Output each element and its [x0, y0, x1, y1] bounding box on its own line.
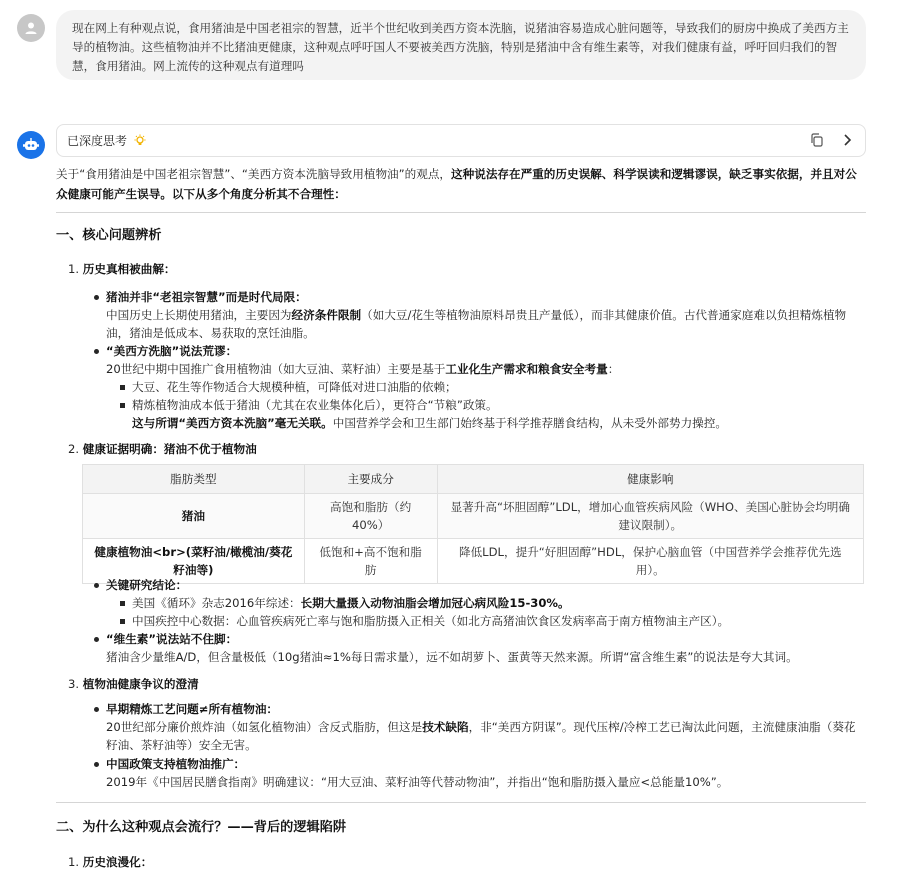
lightbulb-icon — [133, 134, 147, 148]
sub-bullet-text: 大豆、花生等作物适合大规模种植，可降低对进口油脂的依赖； — [132, 380, 457, 394]
sub-bullet-text: 美国《循环》杂志2016年综述： — [132, 596, 301, 610]
list-number: 2. — [68, 442, 80, 456]
bullet-title: “维生素”说法站不住脚： — [106, 632, 238, 646]
user-avatar — [17, 14, 45, 42]
robot-icon — [22, 136, 40, 154]
bullet-text-part: 中国历史上长期使用猪油，主要因为 — [106, 308, 292, 322]
intro-bold-text: 这种说法存在严重的历史误解、科学误读和逻辑谬误，缺乏事实依据，并且对公众健康可能产生误导。以下从多个角度分析其不合理性： — [56, 167, 857, 201]
sub-bullet-item — [120, 594, 866, 612]
bullet-text-part: 20世纪中期中国推广食用植物油（如大豆油、菜籽油）主要是基于 — [106, 362, 446, 376]
list-item-title: 历史浪漫化： — [82, 855, 153, 869]
bullet-item — [94, 576, 866, 594]
list-item — [68, 853, 866, 871]
bullet-text-part: （如大豆/花生等植物油原料昂贵且产量低），而非其健康价值。古代普通家庭难以负担精炼植物油，猪油是低成本、易获取的烹饪油脂。 — [106, 308, 847, 340]
sub-bullet-item — [120, 612, 866, 630]
sub-bullet-item — [120, 378, 866, 396]
list-item-title: 健康证据明确：猪油不优于植物油 — [82, 442, 257, 456]
bullet-item — [94, 755, 866, 773]
user-message-bubble — [56, 10, 866, 80]
list-number: 3. — [68, 677, 80, 691]
bullet-item — [94, 342, 866, 360]
list-number: 1. — [68, 262, 80, 276]
section-2-title: 二、为什么这种观点会流行？——背后的逻辑陷阱 — [56, 820, 347, 835]
bullet-text — [106, 648, 866, 666]
chevron-right-icon[interactable] — [839, 132, 855, 151]
user-question-text: 现在网上有种观点说，食用猪油是中国老祖宗的智慧，近半个世纪收到美西方资本洗脑，说猪油容易造成心脏问题等，导致我们的厨房中换成了美西方主导的植物油。这些植物油并不比猪油更健康，这种观点呼吁国人不要被美西方洗脑，特别是猪油中含有维生素等，对我们健康有益，呼吁回归我们的智慧，食用猪油。网上流传的这种观点有道理吗 — [72, 21, 849, 73]
bullet-text — [106, 718, 866, 754]
table-cell: 猪油 — [83, 494, 305, 539]
copy-icon[interactable] — [809, 132, 825, 151]
fat-comparison-table — [82, 464, 864, 584]
bullet-title: 早期精炼工艺问题≠所有植物油： — [106, 702, 279, 716]
conclusion-text: 中国营养学会和卫生部门始终基于科学推荐膳食结构，从未受外部势力操控。 — [332, 416, 727, 430]
intro-text: 关于“食用猪油是中国老祖宗智慧”、“美西方资本洗脑导致用植物油”的观点， — [56, 167, 452, 181]
bullet-conclusion — [132, 414, 866, 432]
deep-thinking-toggle[interactable] — [56, 124, 866, 157]
divider — [56, 212, 866, 213]
bullet-text-part: 2019年《中国居民膳食指南》明确建议：“用大豆油、菜籽油等代替动物油”，并指出“饱和脂肪摄入量应<总能量10%”。 — [106, 775, 729, 789]
sub-bullet-text: 中国疾控中心数据：心血管疾病死亡率与饱和脂肪摄入正相关（如北方高猪油饮食区发病率高于南方植物油主产区）。 — [132, 614, 730, 628]
divider — [56, 802, 866, 803]
answer-intro — [56, 164, 866, 204]
table-row — [83, 494, 864, 539]
bullet-item — [94, 700, 866, 718]
bullet-text-bold: 工业化生产需求和粮食安全考量 — [445, 362, 608, 376]
bullet-text-part: ： — [607, 362, 620, 376]
table-cell: 降低LDL，提升“好胆固醇”HDL，保护心脑血管（中国营养学会推荐优先选用）。 — [437, 539, 863, 584]
bullet-text — [106, 360, 866, 378]
bullet-text-part: 20世纪部分廉价煎炸油（如氢化植物油）含反式脂肪，但这是 — [106, 720, 423, 734]
table-header-cell: 主要成分 — [304, 465, 437, 494]
table-cell: 低饱和+高不饱和脂肪 — [304, 539, 437, 584]
list-item — [68, 440, 866, 458]
bullet-title: 关键研究结论： — [106, 578, 188, 592]
bullet-text — [106, 773, 866, 791]
user-icon — [23, 20, 39, 36]
section-1-title: 一、核心问题辨析 — [56, 228, 162, 243]
deep-thinking-label: 已深度思考 — [67, 134, 128, 148]
bullet-item — [94, 630, 866, 648]
conclusion-bold: 这与所谓“美西方资本洗脑”毫无关联。 — [132, 416, 333, 430]
user-message-row — [0, 0, 902, 96]
bullet-title: 猪油并非“老祖宗智慧”而是时代局限： — [106, 290, 307, 304]
bullet-text-bold: 技术缺陷 — [422, 720, 469, 734]
table-header-cell: 健康影响 — [437, 465, 863, 494]
table-header-cell: 脂肪类型 — [83, 465, 305, 494]
bullet-text — [106, 306, 866, 342]
table-cell: 高饱和脂肪（约40%） — [304, 494, 437, 539]
sub-bullet-text: 精炼植物油成本低于猪油（尤其在农业集体化后），更符合“节粮”政策。 — [132, 398, 498, 412]
bullet-text-part: ，非“美西方阴谋”。现代压榨/冷榨工艺已淘汰此问题，主流健康油脂（葵花籽油、茶籽油等）安全无害。 — [106, 720, 856, 752]
table-cell: 健康植物油<br>(菜籽油/橄榄油/葵花籽油等) — [83, 539, 305, 584]
list-item-title: 植物油健康争议的澄清 — [82, 677, 199, 691]
sub-bullet-bold: 长期大量摄入动物油脂会增加冠心病风险15-30%。 — [300, 596, 570, 610]
list-item — [68, 675, 866, 693]
bullet-text-part: 猪油含少量维A/D，但含量极低（10g猪油≈1%每日需求量），远不如胡萝卜、蛋黄等天然来源。所谓“富含维生素”的说法是夸大其词。 — [106, 650, 798, 664]
bullet-title: 中国政策支持植物油推广： — [106, 757, 246, 771]
list-number: 1. — [68, 855, 80, 869]
bullet-item — [94, 288, 866, 306]
table-header-row — [83, 465, 864, 494]
assistant-avatar — [17, 131, 45, 159]
table-cell: 显著升高“坏胆固醇”LDL，增加心血管疾病风险（WHO、美国心脏协会均明确建议限制）。 — [437, 494, 863, 539]
bullet-title: “美西方洗脑”说法荒谬： — [106, 344, 238, 358]
list-item-title: 历史真相被曲解： — [82, 262, 176, 276]
sub-bullet-item — [120, 396, 866, 414]
list-item — [68, 260, 866, 278]
bullet-text-bold: 经济条件限制 — [291, 308, 362, 322]
